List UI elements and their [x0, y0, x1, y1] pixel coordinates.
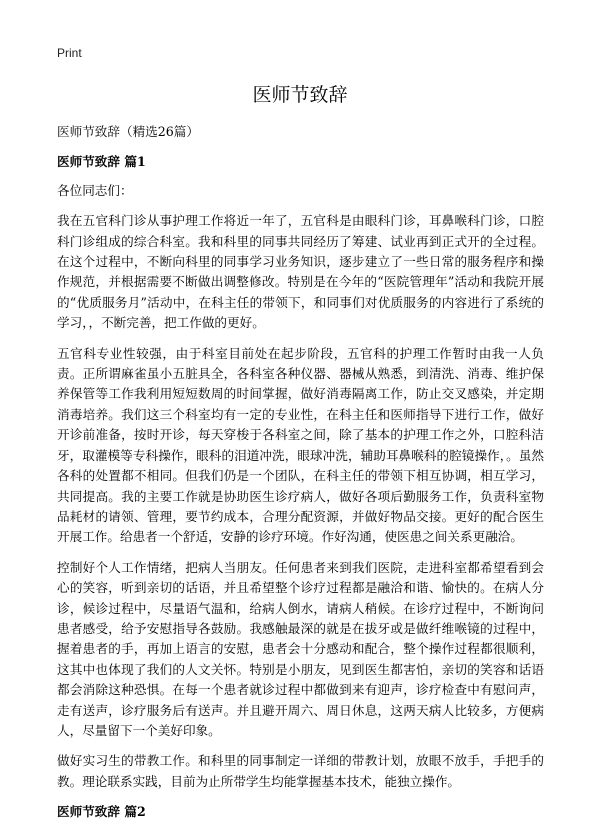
section-heading-1: 医师节致辞 篇1 [57, 154, 146, 170]
article-subtitle: 医师节致辞（精选26篇） [57, 124, 199, 139]
section-heading-2: 医师节致辞 篇2 [57, 804, 146, 820]
page-title: 医师节致辞 [252, 84, 348, 106]
article-body [57, 122, 544, 828]
paragraph-1: 我在五官科门诊从事护理工作将近一年了，五官科是由眼科门诊，耳鼻喉科门诊，口腔科门诊组成的综合科室。我和科里的同事共同经历了筹建、试业再到正式开的全过程。在这个过程中，不断向科里的同事学习业务知识，逐步建立了一些日常的服务程序和操作规范，并根据需要不断做出调整修改。特别是在今年的“医院管理年”活动和我院开展的“优质服务月”活动中，在科主任的带领下，和同事们对优质服务的内容进行了系统的学习，，不断完善，把工作做的更好。 [57, 213, 544, 331]
greeting: 各位同志们： [57, 182, 133, 198]
paragraph-2: 五官科专业性较强，由于科室目前处在起步阶段，五官科的护理工作暂时由我一人负责。正所谓麻雀虽小五脏具全，各科室各种仪器、器械从熟悉，到清洗、消毒、维护保养保管等工作我利用短短数周的时间掌握，做好消毒隔离工作，防止交叉感染，并定期消毒培养。我们这三个科室均有一定的专业性，在科主任和医师指导下进行工作，做好开诊前准备，按时开诊，每天穿梭于各科室之间，除了基本的护理工作之外，口腔科洁牙，取灌模等专科操作，眼科的泪道冲洗，眼球冲洗，辅助耳鼻喉科的腔镜操作，。虽然各科的处置都不相同。但我们仍是一个团队，在科主任的带领下相互协调，相互学习，共同提高。我的主要工作就是协助医生诊疗病人，做好各项后勤服务工作，负责科室物品耗材的请领、管理，要节约成本，合理分配资源，并做好物品交接。更好的配合医生开展工作。给患者一个舒适，安静的诊疗环境。作好沟通，使医患之间关系更融洽。 [57, 345, 544, 545]
print-link[interactable]: Print [57, 46, 82, 60]
paragraph-3: 控制好个人工作情绪，把病人当朋友。任何患者来到我们医院，走进科室都希望看到会心的笑容，听到亲切的话语，并且希望整个诊疗过程都是融洽和谐、愉快的。在病人分诊，候诊过程中，尽量语气温和，给病人倒水，请病人稍候。在诊疗过程中，不断询问患者感受，给予安慰指导各鼓励。我感触最深的就是在拔牙或是做纤维喉镜的过程中，握着患者的手，再加上语言的安慰，患者会十分感动和配合，整个操作过程都很顺利，这其中也体现了我们的人文关怀。特别是小朋友，见到医生都害怕，亲切的笑容和话语都会消除这种恐惧。在每一个患者就诊过程中都做到来有迎声，诊疗检查中有慰问声，走有送声，诊疗服务后有送声。并且避开周六、周日休息，这两天病人比较多，方便病人，尽量留下一个美好印象。 [57, 559, 544, 738]
paragraph-4: 做好实习生的带教工作。和科里的同事制定一详细的带教计划，放眼不放手，手把手的教。理论联系实践，目前为止所带学生均能掌握基本技术，能独立操作。 [57, 753, 544, 789]
